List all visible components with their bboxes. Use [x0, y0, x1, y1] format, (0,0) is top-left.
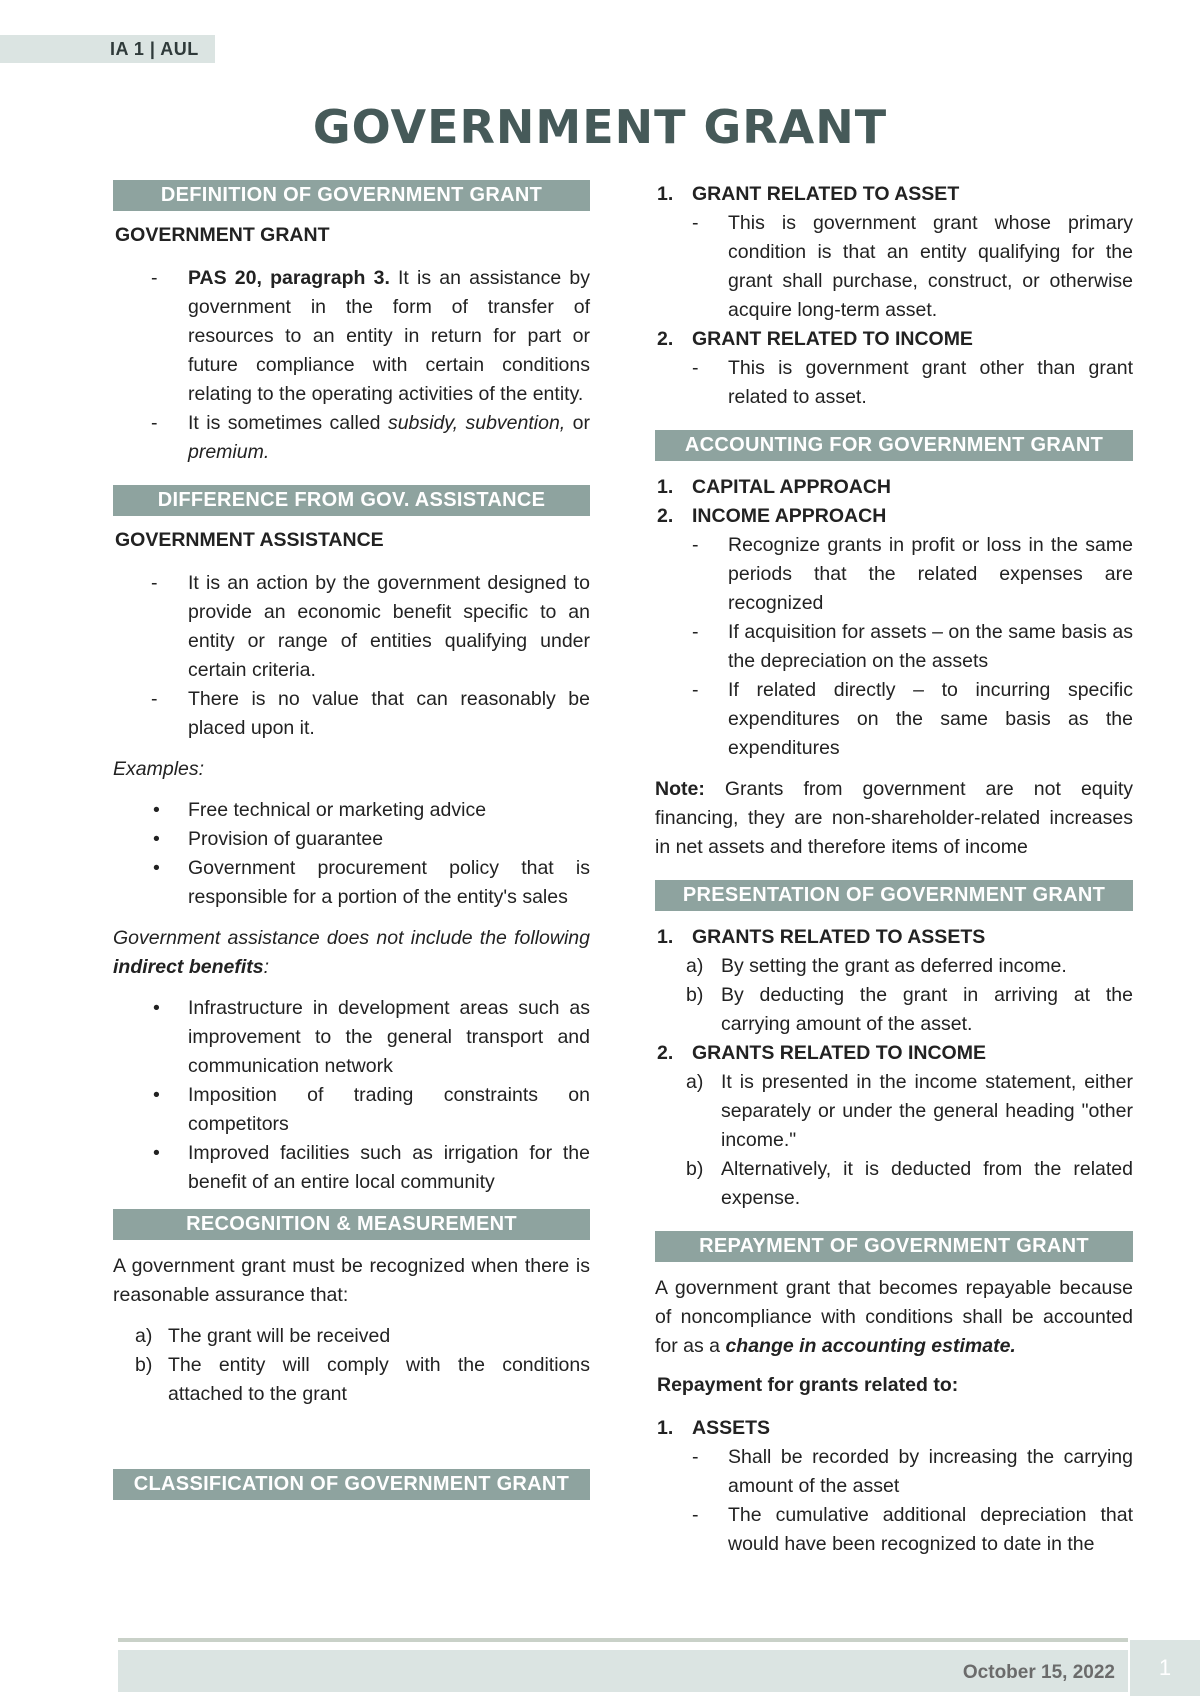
exclusion-statement: Government assistance does not include the following indirect benefits: [113, 927, 590, 978]
section-classification-header: CLASSIFICATION OF GOVERNMENT GRANT [113, 1469, 590, 1500]
list-item: • Infrastructure in development areas such as improvement to the general transport and communication network [113, 994, 590, 1081]
examples-label: Examples: [113, 758, 205, 780]
left-column [113, 180, 590, 1500]
list-item: - If acquisition for assets – on the same basis as the depreciation on the assets [655, 618, 1133, 676]
list-item: 1. ASSETS - Shall be recorded by increasing the carrying amount of the asset - The cumulative additional depreciation that would have been recognized to date in the [655, 1414, 1133, 1559]
list-item: - This is government grant other than grant related to asset. [655, 354, 1133, 412]
list-item: - If related directly – to incurring specific expenditures on the same basis as the expenditures [655, 676, 1133, 763]
indirect-benefits-list [113, 994, 590, 1197]
accounting-list [655, 473, 1133, 763]
list-item: • Provision of guarantee [113, 825, 590, 854]
list-item: 1. GRANT RELATED TO ASSET - This is government grant whose primary condition is that an entity qualifying for the grant shall purchase, construct, or otherwise acquire long-term asset. [655, 180, 1133, 325]
definition-subheading: GOVERNMENT GRANT [115, 224, 330, 246]
examples-list [113, 796, 590, 912]
definition-reference: PAS 20, paragraph 3. [188, 267, 390, 289]
right-column [655, 180, 1133, 1559]
list-item: a) It is presented in the income statement, either separately or under the general heading "other income." [686, 1071, 1133, 1151]
list-item: - It is sometimes called subsidy, subvention, or premium. [113, 409, 590, 467]
page-title: GOVERNMENT GRANT [312, 100, 888, 154]
definition-list [113, 264, 590, 467]
recognition-list [113, 1322, 590, 1409]
section-definition-header: DEFINITION OF GOVERNMENT GRANT [113, 180, 590, 211]
presentation-list [655, 923, 1133, 1213]
footer-rule [118, 1638, 1128, 1642]
list-item: - PAS 20, paragraph 3. It is an assistance by government in the form of transfer of resources to an entity in return for part or future compliance with certain conditions relating to the operating activities of the entity. [113, 264, 590, 409]
list-item: • Improved facilities such as irrigation for the benefit of an entire local community [113, 1139, 590, 1197]
list-item: - There is no value that can reasonably be placed upon it. [113, 685, 590, 743]
list-item: 1. CAPITAL APPROACH [657, 476, 891, 498]
page-number: 1 [1130, 1640, 1200, 1696]
recognition-intro: A government grant must be recognized when there is reasonable assurance that: [113, 1255, 590, 1306]
list-item: 1. GRANTS RELATED TO ASSETS a) By setting the grant as deferred income. b) By deducting the grant in arriving at the carrying amount of the asset. [655, 923, 1133, 1039]
list-item: - This is government grant whose primary condition is that an entity qualifying for the grant shall purchase, construct, or otherwise acquire long-term asset. [655, 209, 1133, 325]
list-item: b) Alternatively, it is deducted from the related expense. [686, 1158, 1133, 1209]
list-item: b) The entity will comply with the conditions attached to the grant [135, 1354, 590, 1405]
section-presentation-header: PRESENTATION OF GOVERNMENT GRANT [655, 880, 1133, 911]
assistance-list [113, 569, 590, 743]
list-item: - Recognize grants in profit or loss in the same periods that the related expenses are recognized [655, 531, 1133, 618]
list-item: 2. INCOME APPROACH - Recognize grants in profit or loss in the same periods that the related expenses are recognized - If acquisition for assets – on the same basis as the depreciation on the assets - If related directly – to incurring specific expenditures on the same basis as the expenditures [655, 502, 1133, 763]
classification-list [655, 180, 1133, 412]
accounting-note: Note: Grants from government are not equity financing, they are non-shareholder-related increases in net assets and therefore items of income [655, 778, 1133, 858]
list-item: 2. GRANTS RELATED TO INCOME a) It is presented in the income statement, either separately or under the general heading "other income." b) Alternatively, it is deducted from the related expense. [655, 1039, 1133, 1213]
list-item: 2. GRANT RELATED TO INCOME - This is government grant other than grant related to asset. [655, 325, 1133, 412]
list-item: a) The grant will be received [135, 1325, 391, 1347]
section-recognition-header: RECOGNITION & MEASUREMENT [113, 1209, 590, 1240]
list-item: - The cumulative additional depreciation that would have been recognized to date in the [655, 1501, 1133, 1559]
repayment-intro: A government grant that becomes repayable because of noncompliance with conditions shall be accounted for as a change in accounting estimate. [655, 1277, 1133, 1357]
list-item: b) By deducting the grant in arriving at the carrying amount of the asset. [686, 984, 1133, 1035]
repayment-subheading: Repayment for grants related to: [657, 1374, 959, 1396]
list-item: • Imposition of trading constraints on competitors [113, 1081, 590, 1139]
list-item: a) By setting the grant as deferred income. [686, 955, 1067, 977]
list-item: • Free technical or marketing advice [113, 796, 590, 825]
footer-date: October 15, 2022 [962, 1662, 1115, 1683]
list-item: - Shall be recorded by increasing the carrying amount of the asset [655, 1443, 1133, 1501]
repayment-list [655, 1414, 1133, 1559]
list-item: • Government procurement policy that is responsible for a portion of the entity's sales [113, 854, 590, 912]
document-tag: IA 1 | AUL [0, 35, 215, 63]
section-difference-header: DIFFERENCE FROM GOV. ASSISTANCE [113, 485, 590, 516]
section-accounting-header: ACCOUNTING FOR GOVERNMENT GRANT [655, 430, 1133, 461]
section-repayment-header: REPAYMENT OF GOVERNMENT GRANT [655, 1231, 1133, 1262]
list-item: - It is an action by the government designed to provide an economic benefit specific to an entity or range of entities qualifying under certain criteria. [113, 569, 590, 685]
difference-subheading: GOVERNMENT ASSISTANCE [115, 529, 384, 551]
